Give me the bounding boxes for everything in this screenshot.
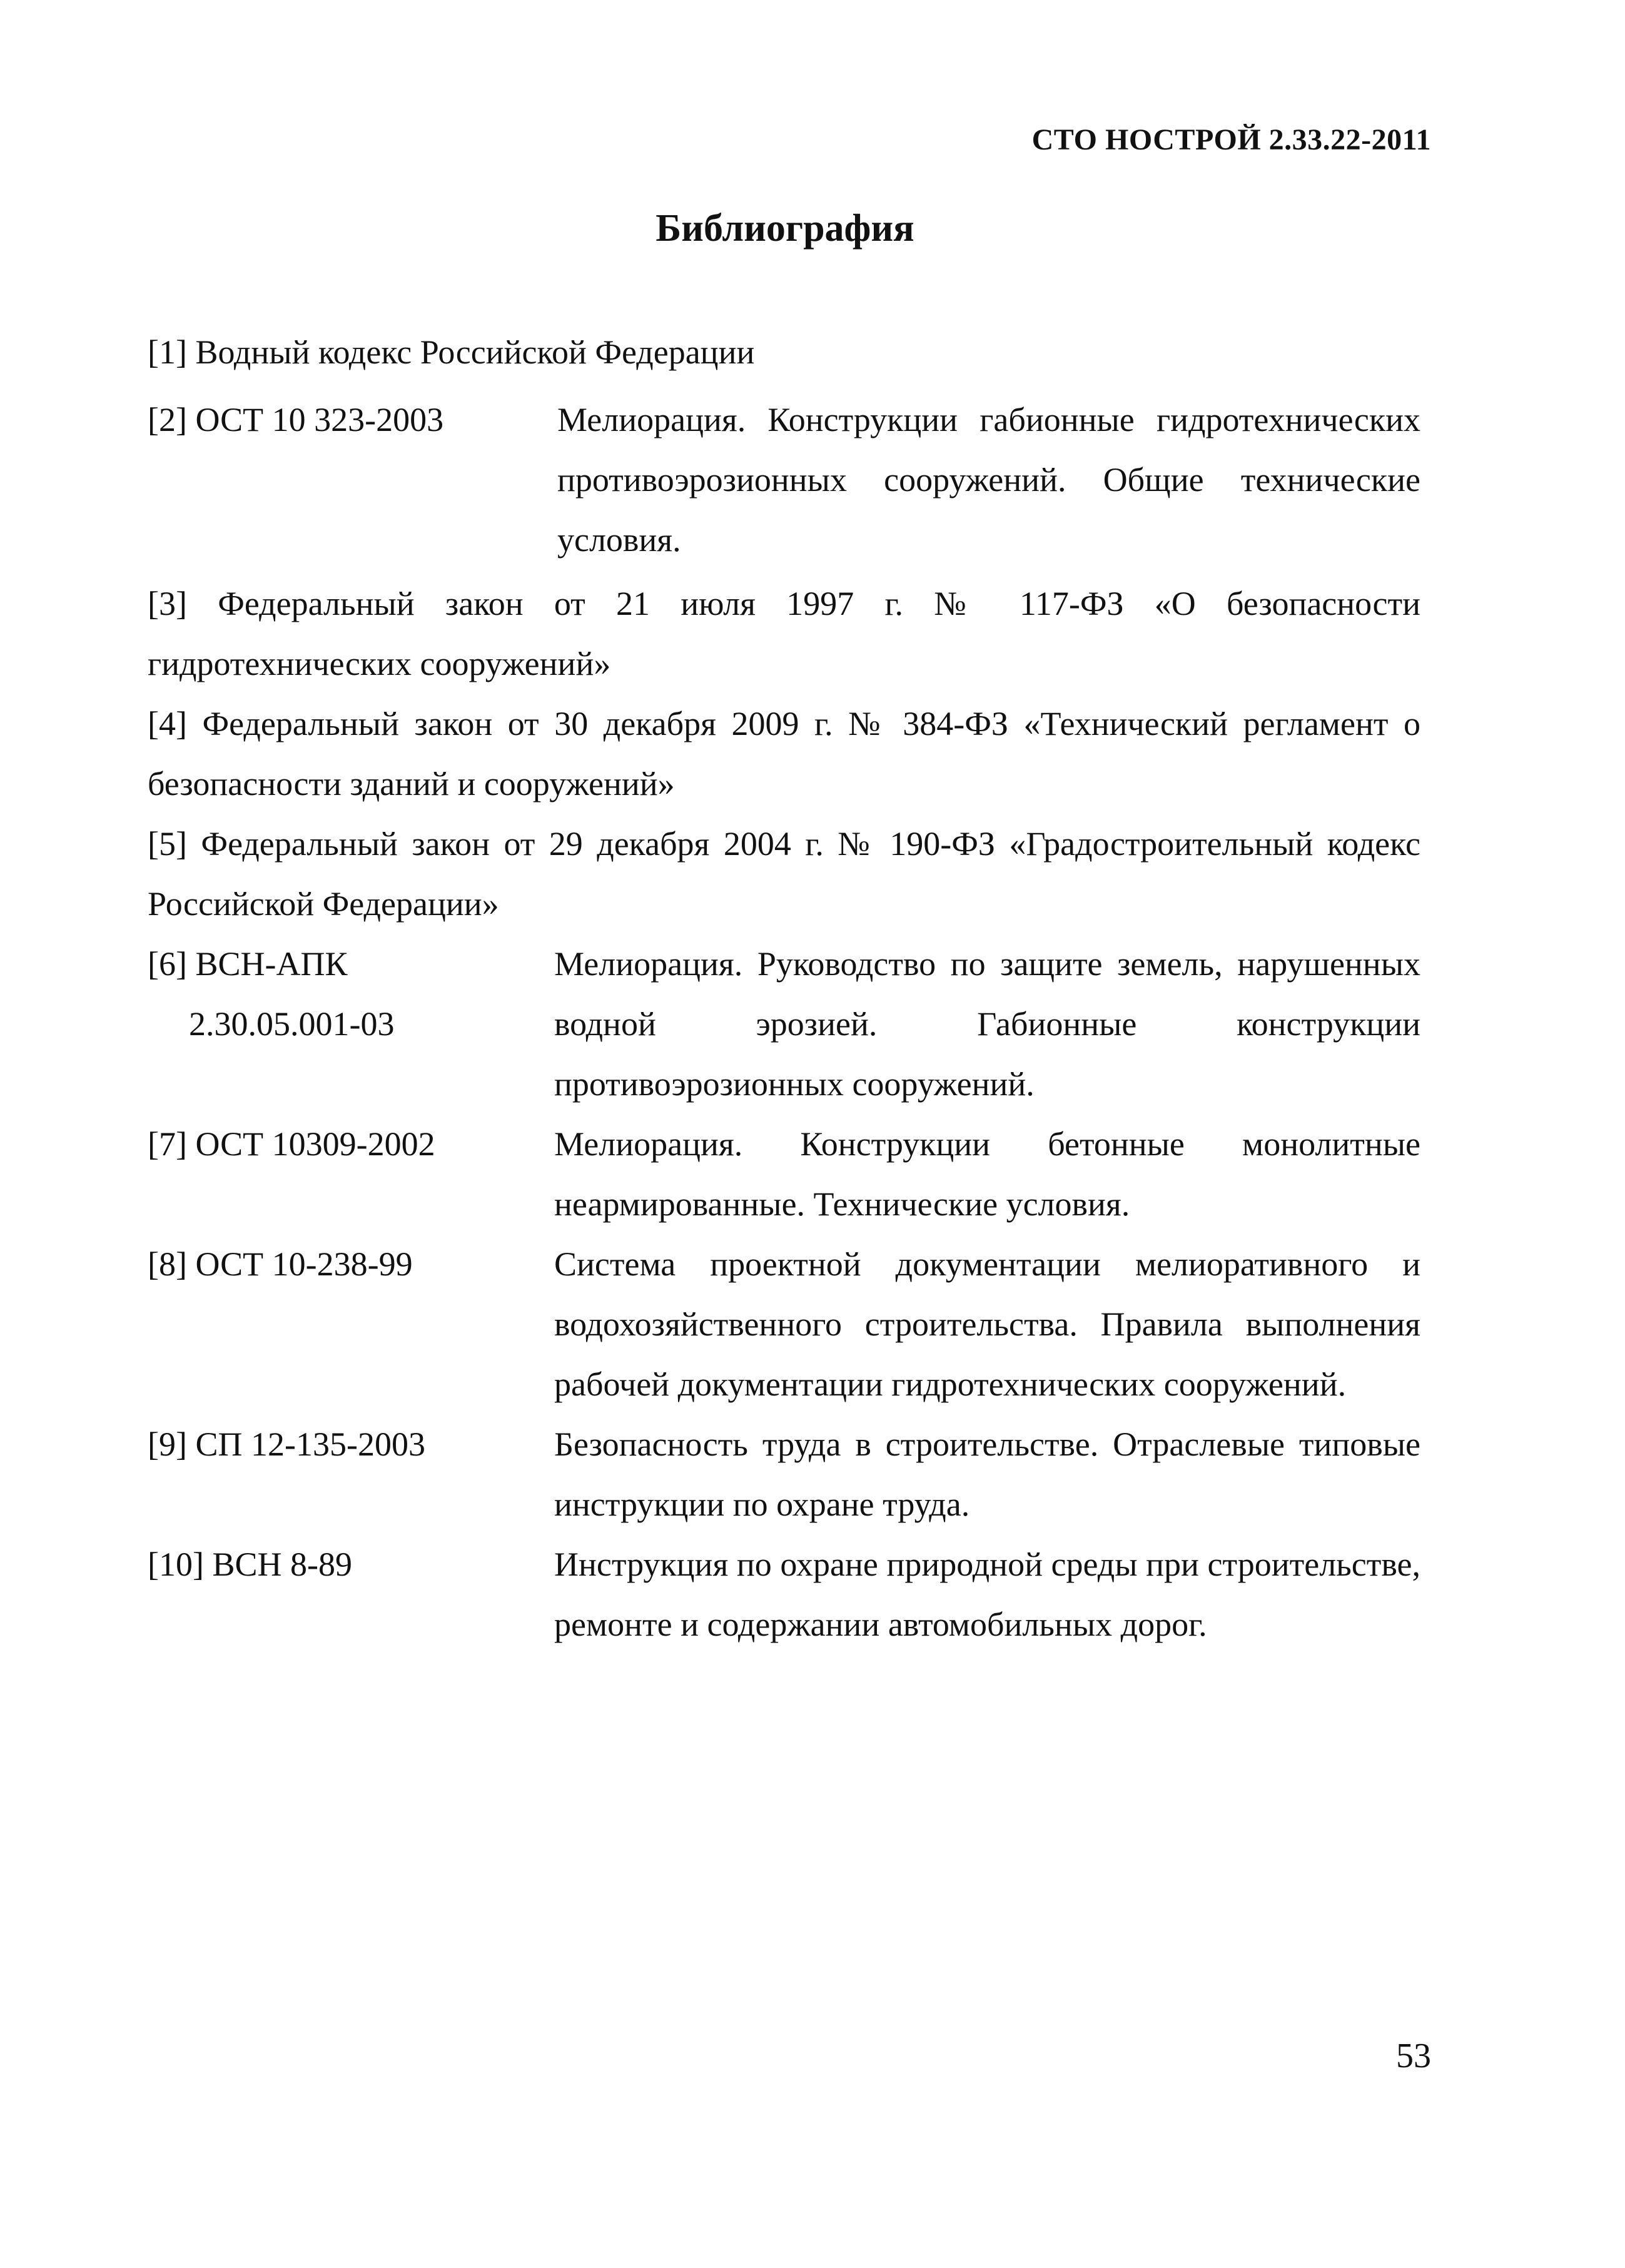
entry-reference-line2: 2.30.05.001-03 xyxy=(189,1005,395,1043)
entry-reference: [2] ОСТ 10 323-2003 xyxy=(148,401,444,438)
bibliography-entry-5: [5] Федеральный закон от 29 декабря 2004 г. № 190-ФЗ «Градостроительный кодекс Российской Федерации» xyxy=(148,825,1420,923)
entry-reference: [10] ВСН 8-89 xyxy=(148,1546,352,1583)
entry-reference: [8] ОСТ 10-238-99 xyxy=(148,1245,413,1283)
bibliography-entry-9 xyxy=(148,1414,1420,1534)
bibliography-entry-8 xyxy=(148,1234,1420,1414)
bibliography-entry-2 xyxy=(148,390,1420,570)
document-code-header: СТО НОСТРОЙ 2.33.22-2011 xyxy=(1031,123,1431,156)
bibliography-entry-4: [4] Федеральный закон от 30 декабря 2009 г. № 384-ФЗ «Технический регламент о безопасности зданий и сооружений» xyxy=(148,705,1420,802)
entry-description: Система проектной документации мелиоративного и водохозяйственного строительства. Правила выполнения рабочей документации гидротехнических сооружений. xyxy=(554,1245,1420,1403)
entry-reference: [9] СП 12-135-2003 xyxy=(148,1425,425,1463)
bibliography-entry-7 xyxy=(148,1114,1420,1234)
entry-description: Мелиорация. Конструкции бетонные монолитные неармированные. Технические условия. xyxy=(554,1125,1420,1223)
entry-description: Инструкция по охране природной среды при строительстве, ремонте и содержании автомобильных дорог. xyxy=(554,1546,1420,1643)
bibliography-entry-10 xyxy=(148,1534,1420,1654)
bibliography-entry-3: [3] Федеральный закон от 21 июля 1997 г. № 117-ФЗ «О безопасности гидротехнических сооружений» xyxy=(148,585,1420,682)
entry-description: Безопасность труда в строительстве. Отраслевые типовые инструкции по охране труда. xyxy=(554,1425,1420,1523)
entry-description: Мелиорация. Конструкции габионные гидротехнических противоэрозионных сооружений. Общие технические условия. xyxy=(557,401,1420,559)
bibliography-entry-1: [1] Водный кодекс Российской Федерации xyxy=(148,333,755,371)
page-title: Библиография xyxy=(656,207,914,250)
bibliography-entry-6 xyxy=(148,934,1420,1114)
bibliography-list xyxy=(148,322,1420,1654)
page-number: 53 xyxy=(1396,2037,1431,2075)
entry-reference: [7] ОСТ 10309-2002 xyxy=(148,1125,435,1163)
entry-reference-line1: [6] ВСН-АПК xyxy=(148,945,348,983)
entry-reference xyxy=(148,934,554,1114)
entry-description: Мелиорация. Руководство по защите земель, нарушенных водной эрозией. Габионные конструкции противоэрозионных сооружений. xyxy=(554,945,1420,1103)
